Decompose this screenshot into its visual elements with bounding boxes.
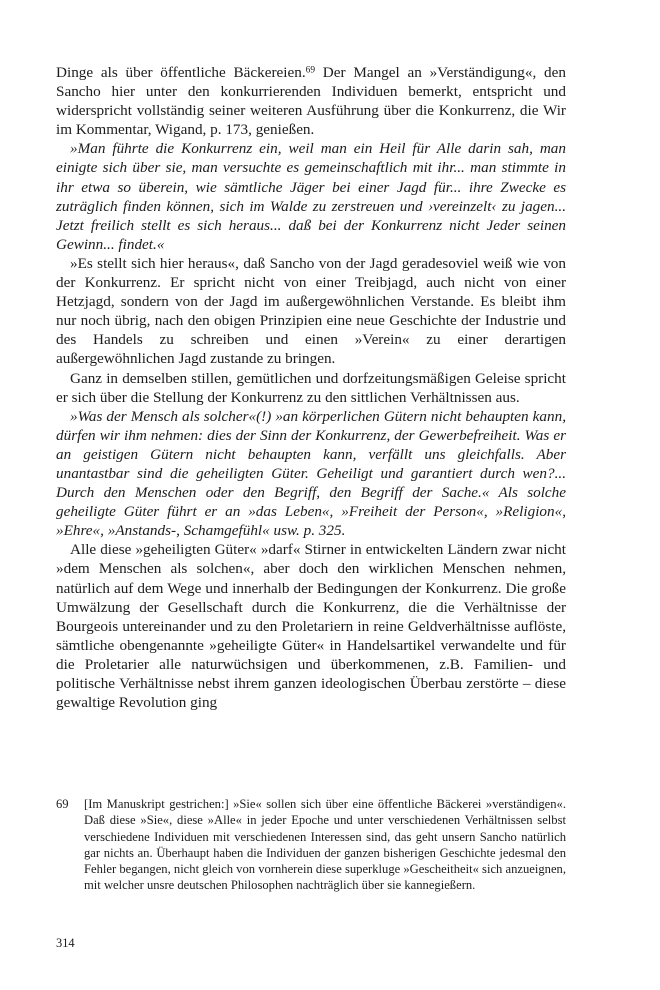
paragraph-1	[56, 63, 566, 139]
paragraph-4: Alle diese »geheiligten Güter« »darf« Stirner in entwickelten Ländern zwar nicht »dem Menschen als solchen«, aber doch den wirklichen Menschen nehmen, natürlich auf dem Wege und innerhalb der Bedingungen der Konkurrenz. Die große Umwälzung der Gesellschaft durch die Konkurrenz, die die Verhältnisse der Bourgeois untereinander und zu den Proletariern in reine Geldverhältnisse auflöste, sämtliche obengenannte »geheiligte Güter« in Handelsartikel verwandelte und für die Proletarier alle naturwüchsigen und überkommenen, z.B. Familien- und politische Verhältnisse nebst ihrem ganzen ideologischen Überbau zerstörte – diese gewaltige Revolution ging	[56, 541, 566, 712]
paragraph-1-rest: Der Mangel an »Verständigung«, den Sancho hier unter den konkurrierenden Individuen bemerkt, entspricht und widerspricht vollständig seiner weiteren Ausführung über die Konkurrenz, die Wir im Kommentar, Wigand, p. 173, genießen.	[56, 64, 566, 139]
main-text	[56, 63, 566, 712]
footnote-number: 69	[56, 797, 69, 811]
paragraph-1-start: Dinge als über öffentliche Bäckereien.	[56, 64, 306, 81]
footnote-text: [Im Manuskript gestrichen:] »Sie« sollen sich über eine öffentliche Bäckerei »verständigen«. Daß diese »Sie«, diese »Alle« in jeder Epoche und unter verschiedenen Verhältnissen selbst verschiedene Individuen mit verschiedenen Interessen sind, das geht unsern Sancho natürlich gar nichts an. Überhaupt haben die Individuen der ganzen bisherigen Geschichte jedesmal den Fehler begangen, nicht gleich von vornherein diese superkluge »Gescheitheit« sich anzueignen, mit welcher unsre deutschen Philosophen nachträglich über sie kannegießern.	[84, 797, 566, 893]
page-number: 314	[56, 936, 75, 950]
footnote	[56, 796, 566, 894]
quote-paragraph-2: »Was der Mensch als solcher«(!) »an körperlichen Gütern nicht behaupten kann, dürfen wir ihm nehmen: dies der Sinn der Konkurrenz, der Gewerbefreiheit. Was er an geistigen Gütern nicht behaupten kann, verfällt uns gleichfalls. Aber unantastbar sind die geheiligten Güter. Geheiligt und garantiert durch wen?... Durch den Menschen oder den Begriff, den Begriff der Sache.« Als solche geheiligte Güter führt er an »das Leben«, »Freiheit der Person«, »Religion«, »Ehre«, »Anstands-, Schamgefühl« usw. p. 325.	[56, 407, 566, 540]
paragraph-2: »Es stellt sich hier heraus«, daß Sancho von der Jagd geradesoviel weiß wie von der Konkurrenz. Er spricht nicht von einer Treibjagd, auch nicht von einer Hetzjagd, sondern von der Jagd im außergewöhnlichen Verstande. Es bleibt ihm nur noch übrig, nach den obigen Prinzipien eine neue Geschichte der Industrie und des Handels zu schreiben und einen »Verein« zu einer derartigen außergewöhnlichen Jagd zustande zu bringen.	[56, 254, 566, 368]
quote-paragraph-1: »Man führte die Konkurrenz ein, weil man ein Heil für Alle darin sah, man einigte sich über sie, man versuchte es gemeinschaftlich mit ihr... man stimmte in ihr etwa so überein, wie sämtliche Jäger bei einer Jagd für... ihre Zwecke es zuträglich finden können, sich im Walde zu zerstreuen und ›vereinzelt‹ zu jagen... Jetzt freilich stellt es sich heraus... daß bei der Konkurrenz nicht Jeder seinen Gewinn... findet.«	[56, 140, 566, 253]
paragraph-3: Ganz in demselben stillen, gemütlichen und dorfzeitungsmäßigen Geleise spricht er sich über die Stellung der Konkurrenz zu den sittlichen Verhältnissen aus.	[56, 369, 566, 406]
footnote-reference: 69	[305, 65, 316, 76]
